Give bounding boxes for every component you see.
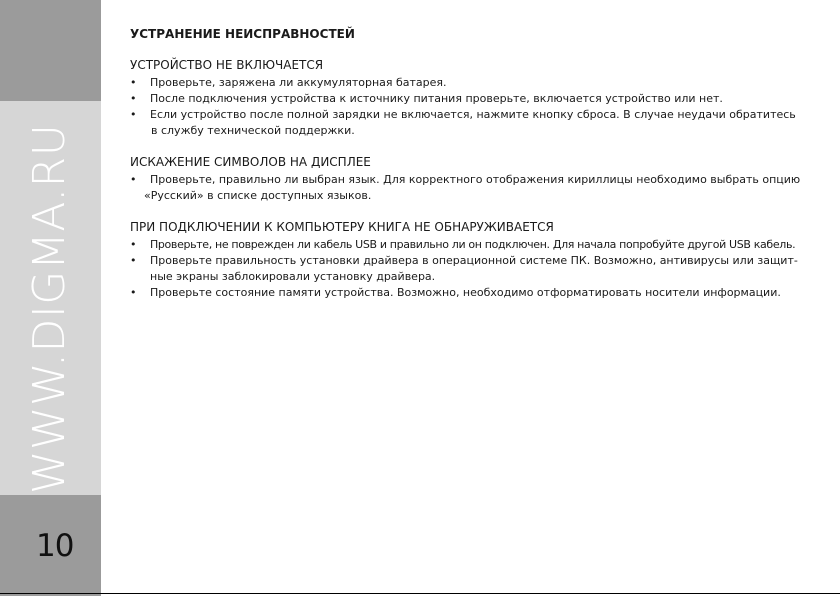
page-number: 10 (36, 528, 74, 564)
section-heading: ИСКАЖЕНИЕ СИМВОЛОВ НА ДИСПЛЕЕ (130, 155, 371, 169)
section-heading: ПРИ ПОДКЛЮЧЕНИИ К КОМПЬЮТЕРУ КНИГА НЕ ОБНАРУЖИВАЕТСЯ (130, 220, 554, 234)
sidebar (0, 0, 101, 596)
list-item: • Проверьте правильность установки драйвера в операционной системе ПК. Возможно, антивирусы или защит- (130, 253, 820, 269)
list-item-continuation: ные экраны заблокировали установку драйвера. (150, 270, 436, 283)
list-item: • Проверьте, не поврежден ли кабель USB и правильно ли он подключен. Для начала попробуйте другой USB кабель. (130, 237, 820, 253)
list-item: • Проверьте, заряжена ли аккумуляторная батарея. (130, 75, 820, 91)
section-book-not-detected (130, 219, 820, 301)
section-heading: УСТРОЙСТВО НЕ ВКЛЮЧАЕТСЯ (130, 58, 324, 72)
bullet-list (130, 172, 820, 188)
list-item-continuation: в службу технической поддержки. (151, 124, 355, 137)
list-item: • Проверьте состояние памяти устройства. Возможно, необходимо отформатировать носители информации. (130, 285, 820, 301)
document-content (130, 26, 820, 316)
bullet-list (130, 75, 820, 123)
list-item: • Если устройство после полной зарядки не включается, нажмите кнопку сброса. В случае неудачи обратитесь (130, 107, 820, 123)
list-item: • Проверьте, правильно ли выбран язык. Для корректного отображения кириллицы необходимо выбрать опцию (130, 172, 820, 188)
section-display-distortion (130, 154, 820, 204)
site-url: WWW.DIGMA.RU (24, 123, 75, 494)
bullet-list (130, 285, 820, 301)
page-title: УСТРАНЕНИЕ НЕИСПРАВНОСТЕЙ (130, 27, 355, 41)
bottom-rule (0, 593, 840, 594)
list-item: • После подключения устройства к источнику питания проверьте, включается устройство или нет. (130, 91, 820, 107)
bullet-list (130, 237, 820, 269)
section-device-not-turning-on (130, 57, 820, 139)
sidebar-top-block (0, 0, 101, 101)
list-item-continuation: «Русский» в списке доступных языков. (144, 189, 372, 202)
